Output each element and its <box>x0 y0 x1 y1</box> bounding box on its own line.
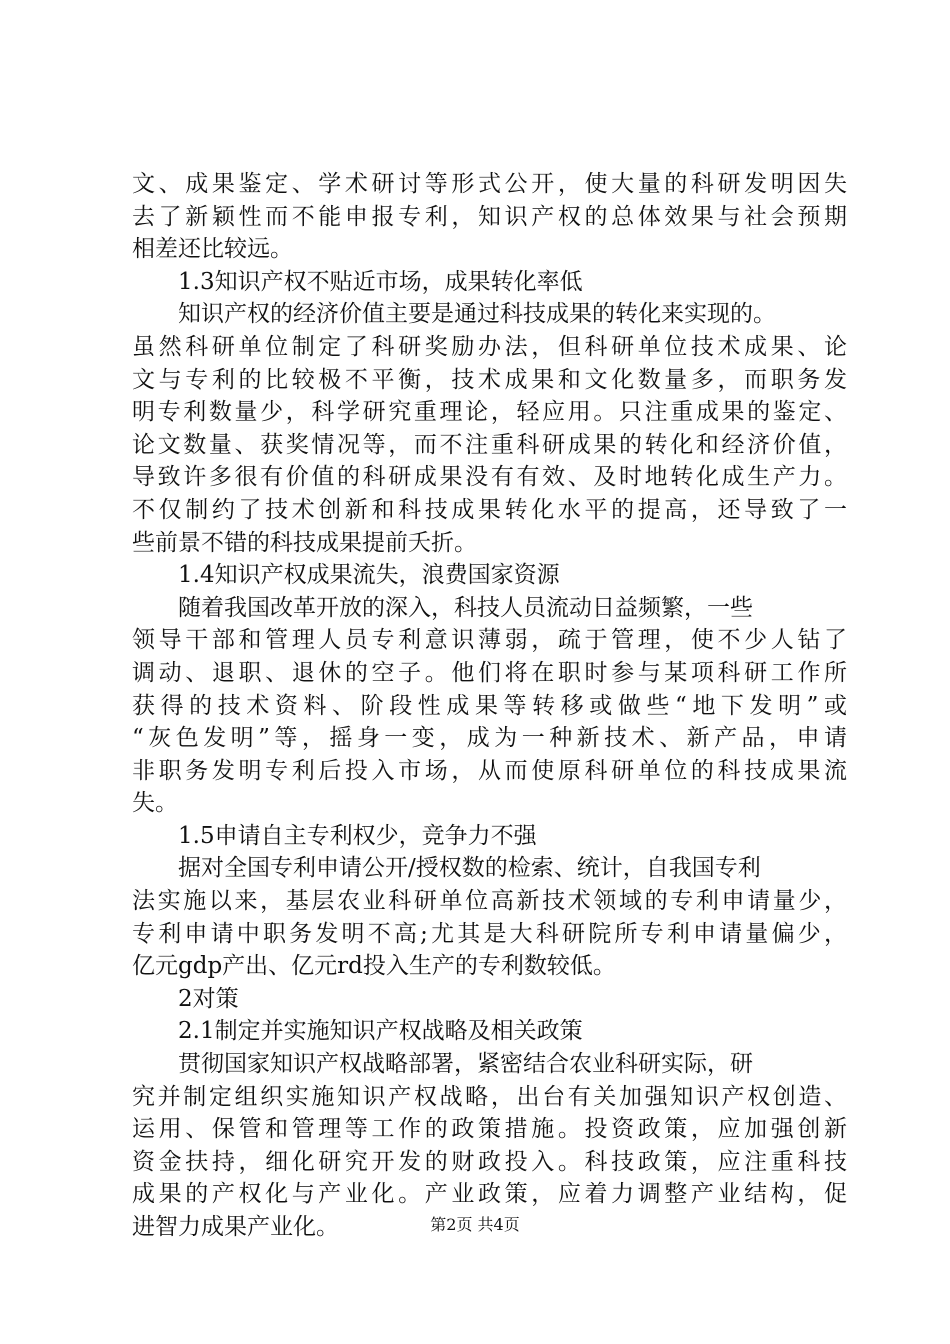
document-body <box>132 168 847 1244</box>
body-line: 文、成果鉴定、学术研讨等形式公开，使大量的科研发明因失 <box>132 171 847 197</box>
body-line: 专利申请中职务发明不高;尤其是大科研院所专利申请量偏少， <box>132 920 847 947</box>
section-heading: 1.3知识产权不贴近市场，成果转化率低 <box>178 268 583 295</box>
body-line: 成果的产权化与产业化。产业政策，应着力调整产业结构，促 <box>132 1181 847 1208</box>
body-line: 虽然科研单位制定了科研奖励办法，但科研单位技术成果、论 <box>132 333 847 360</box>
body-line: 调动、退职、退休的空子。他们将在职时参与某项科研工作所 <box>132 659 847 686</box>
body-line: 不仅制约了技术创新和科技成果转化水平的提高，还导致了一 <box>132 496 847 523</box>
body-line: 失。 <box>132 790 178 817</box>
body-line: 文与专利的比较极不平衡，技术成果和文化数量多，而职务发 <box>132 366 847 393</box>
body-line: 法实施以来，基层农业科研单位高新技术领域的专利申请量少， <box>132 888 847 915</box>
body-line: 获得的技术资料、阶段性成果等转移或做些“地下发明”或 <box>132 692 847 719</box>
body-line: 相差还比较远。 <box>132 236 293 263</box>
body-line: 随着我国改革开放的深入，科技人员流动日益频繁，一些 <box>178 594 753 621</box>
body-line: 非职务发明专利后投入市场，从而使原科研单位的科技成果流 <box>132 757 847 784</box>
body-line: 亿元gdp产出、亿元rd投入生产的专利数较低。 <box>132 953 616 980</box>
body-line: 明专利数量少，科学研究重理论，轻应用。只注重成果的鉴定、 <box>132 399 847 426</box>
page-footer: 第2页 共4页 <box>430 1215 520 1234</box>
section-heading: 1.5申请自主专利权少，竞争力不强 <box>178 822 537 849</box>
section-heading: 2.1制定并实施知识产权战略及相关政策 <box>178 1018 583 1045</box>
body-line: 究并制定组织实施知识产权战略，出台有关加强知识产权创造、 <box>132 1083 847 1110</box>
body-line: 进智力成果产业化。 <box>132 1214 339 1240</box>
body-line: 知识产权的经济价值主要是通过科技成果的转化来实现的。 <box>178 301 776 328</box>
body-line: 领导干部和管理人员专利意识薄弱，疏于管理，使不少人钻了 <box>132 627 847 654</box>
body-line: 些前景不错的科技成果提前夭折。 <box>132 529 477 556</box>
body-line: 贯彻国家知识产权战略部署，紧密结合农业科研实际，研 <box>178 1051 753 1078</box>
body-line: 导致许多很有价值的科研成果没有有效、及时地转化成生产力。 <box>132 464 847 491</box>
body-line: 据对全国专利申请公开/授权数的检索、统计，自我国专利 <box>178 855 761 882</box>
section-heading: 1.4知识产权成果流失，浪费国家资源 <box>178 562 560 589</box>
body-line: 去了新颖性而不能申报专利，知识产权的总体效果与社会预期 <box>132 203 847 230</box>
body-line: “灰色发明”等，摇身一变，成为一种新技术、新产品，申请 <box>132 725 847 752</box>
body-line: 运用、保管和管理等工作的政策措施。投资政策，应加强创新 <box>132 1116 847 1143</box>
body-line: 资金扶持，细化研究开发的财政投入。科技政策，应注重科技 <box>132 1148 847 1175</box>
section-heading: 2对策 <box>178 985 239 1012</box>
body-line: 论文数量、获奖情况等，而不注重科研成果的转化和经济价值， <box>132 431 847 458</box>
